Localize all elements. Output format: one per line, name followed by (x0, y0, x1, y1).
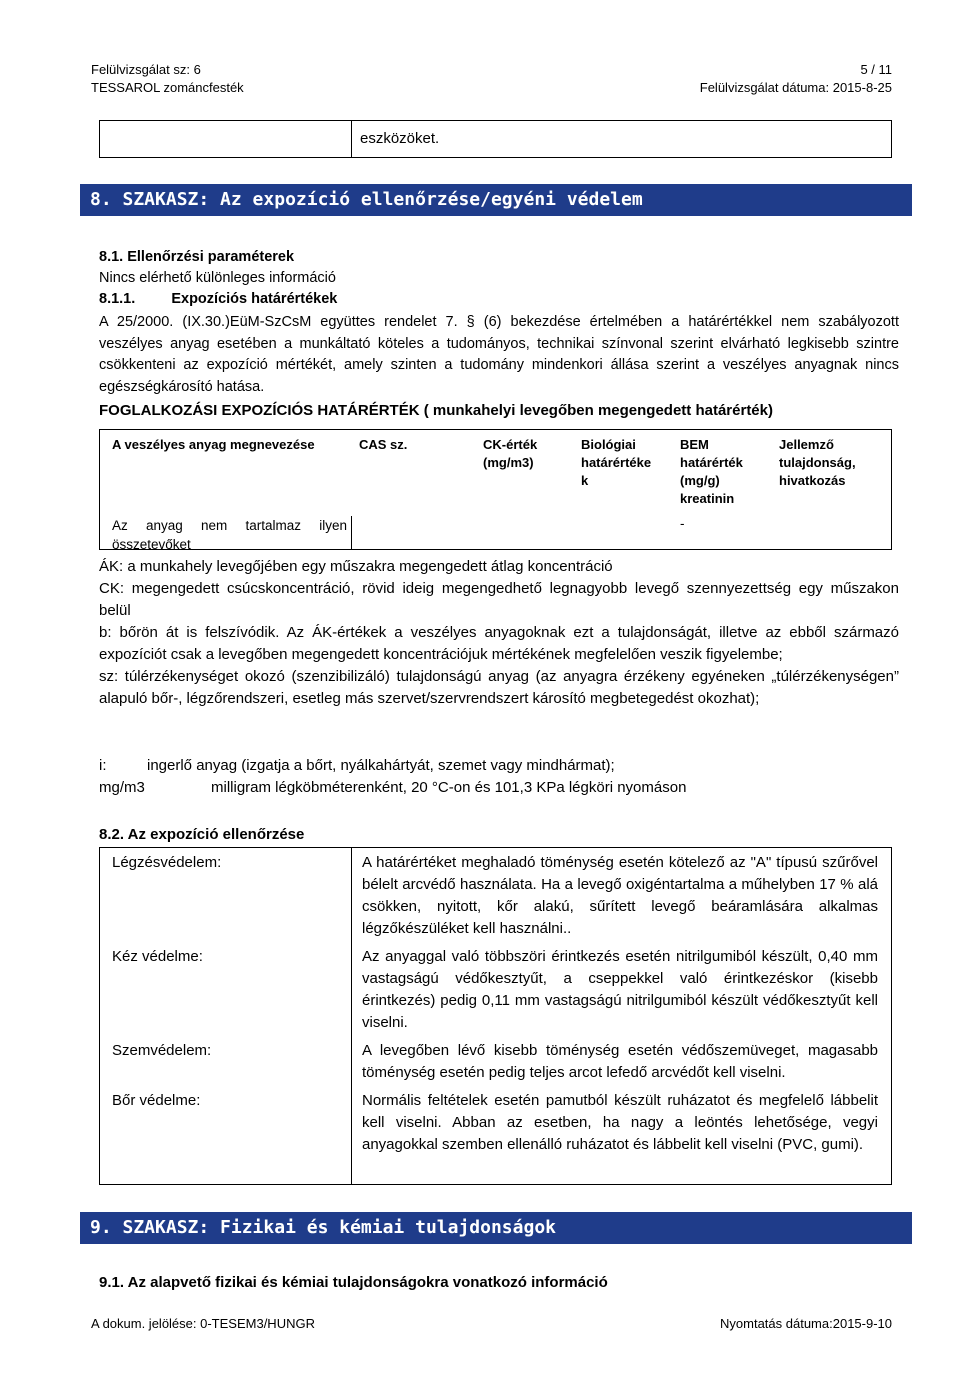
subsection-8-1-note: Nincs elérhető különleges információ (99, 270, 336, 286)
legend-ak: ÁK: a munkahely levegőjében egy műszakra megengedett átlag koncentráció (99, 558, 613, 575)
legend-mg (99, 779, 686, 796)
col-header-substance: A veszélyes anyag megnevezése (112, 437, 315, 452)
skin-protection-label: Bőr védelme: (112, 1092, 201, 1109)
table-row-label: Az anyag nem tartalmaz ilyen összetevőket (112, 518, 347, 552)
print-date: Nyomtatás dátuma:2015-9-10 (720, 1316, 892, 1331)
page-number: 5 / 11 (860, 62, 892, 77)
page-header (91, 62, 892, 78)
table-divider (351, 121, 352, 157)
subsection-8-2-title: 8.2. Az expozíció ellenőrzése (99, 826, 305, 843)
section-8-heading: 8. SZAKASZ: Az expozíció ellenőrzése/egyéni védelem (80, 184, 912, 216)
col-header-ck: CK-érték (mg/m3) (483, 437, 538, 470)
col-header-cas: CAS sz. (359, 437, 408, 452)
protection-table (99, 847, 892, 1185)
legend-mg-key: mg/m3 (99, 779, 145, 796)
revision-date: Felülvizsgálat dátuma: 2015-8-25 (699, 80, 892, 95)
subsection-9-1-title: 9.1. Az alapvető fizikai és kémiai tulajdonságokra vonatkozó információ (99, 1274, 608, 1291)
table-row-dash: - (680, 516, 685, 531)
oel-heading: FOGLALKOZÁSI EXPOZÍCIÓS HATÁRÉRTÉK ( munkahelyi levegőben megengedett határérték) (99, 402, 773, 419)
product-name: TESSAROL zománcfesték (91, 80, 244, 95)
regulation-paragraph: A 25/2000. (IX.30.)EüM-SzCsM együttes rendelet 7. § (6) bekezdése értelmében a határértékkel nem szabályozott veszélyes anyag esetében a munkáltató köteles a tudományos, technikai színvonal szerint elvárható legkisebb szintre csökkenteni az expozíció mértékét, amely szinten a tudomány mindenkori állása szerint a veszélyes anyagnak nincs egészségkárosító hatása. (99, 314, 899, 395)
skin-protection-text: Normális feltételek esetén pamutból készült ruházatot és megfelelő lábbelit kell viselni. Abban az esetben, ha nagy a leöntés lehetősége, vegyi anyagokkal szemben ellenálló ruházatot és lábbelit kell viselni (PVC, gumi). (362, 1092, 878, 1153)
revision-number: 6 (193, 62, 201, 77)
document-id: A dokum. jelölése: 0-TESEM3/HUNGR (91, 1316, 315, 1331)
subsection-8-1-1-number: 8.1.1. (99, 291, 136, 307)
legend-ck: CK: megengedett csúcskoncentráció, rövid ideig megengedhető legnagyobb levegő szennyezettség egy műszakon belül (99, 580, 899, 619)
subsection-8-1-1-title (99, 289, 899, 311)
col-header-bem: BEM határérték (mg/g) kreatinin (680, 437, 743, 506)
exposure-limits-table (99, 429, 892, 550)
legend-sz: sz: túlérzékenységet okozó (szenzibilizáló) tulajdonságú anyag (az anyagra érzékeny egyéneken „túlérzékenységen” alapuló bőr-, légzőrendszeri, esetleg más szervet/szervrendszert károsító megbetegedést okozhat); (99, 668, 899, 707)
previous-section-table (99, 120, 892, 158)
legend-i-key: i: (99, 757, 107, 774)
hand-protection-text: Az anyaggal való többszöri érintkezés esetén nitrilgumiból készült, 0,40 mm vastagságú védőkesztyűt, a cseppekkel való érintkezéskor (kisebb érintkezés) pedig 0,11 mm vastagságú nitrilgumiból készült védőkesztyűt kell viselni. (362, 948, 878, 1031)
hand-protection-label: Kéz védelme: (112, 948, 203, 965)
eye-protection-label: Szemvédelem: (112, 1042, 212, 1059)
revision-label: Felülvizsgálat sz: (91, 62, 190, 77)
page-header-line2 (91, 80, 892, 96)
legend-i-value: ingerlő anyag (izgatja a bőrt, nyálkahártyát, szemet vagy mindhármat); (147, 757, 615, 774)
page-footer (91, 1316, 892, 1331)
col-header-characteristic: Jellemző tulajdonság, hivatkozás (779, 437, 856, 488)
legend-mg-value: milligram légköbméterenként, 20 °C-on és 101,3 KPa légköri nyomáson (211, 779, 687, 796)
legend-i (99, 757, 615, 774)
table-vline (351, 516, 352, 550)
previous-section-text: eszközöket. (360, 130, 440, 147)
subsection-8-1-1-label: Expozíciós határértékek (171, 291, 338, 307)
subsection-8-1-title: 8.1. Ellenőrzési paraméterek (99, 249, 295, 265)
legend-b: b: bőrön át is felszívódik. Az ÁK-értékek a veszélyes anyagoknak ezt a tulajdonságát, illetve az ebből származó expozíciót csak a levegőben megengedett koncentrációjuk mértékének megfelelően veszik figyelembe; (99, 624, 899, 663)
table-vline (351, 848, 352, 1184)
respiratory-protection-text: A határértéket meghaladó töménység esetén kötelező az "A" típusú szűrővel bélelt arcvédő használata. Ha a levegő oxigéntartalma a műhelyben 17 % alá csökken, nyitott, kőr alakú, sűrített levegő beáramlására alkalmas légzőkészüléket kell használni.. (362, 854, 878, 937)
section-9-heading: 9. SZAKASZ: Fizikai és kémiai tulajdonságok (80, 1212, 912, 1244)
respiratory-protection-label: Légzésvédelem: (112, 854, 222, 871)
col-header-biological: Biológiai határértéke k (581, 437, 652, 488)
eye-protection-text: A levegőben lévő kisebb töménység esetén védőszemüveget, magasabb töménység esetén pedig teljes arcot lefedő arcvédőt kell viselni. (362, 1042, 878, 1081)
